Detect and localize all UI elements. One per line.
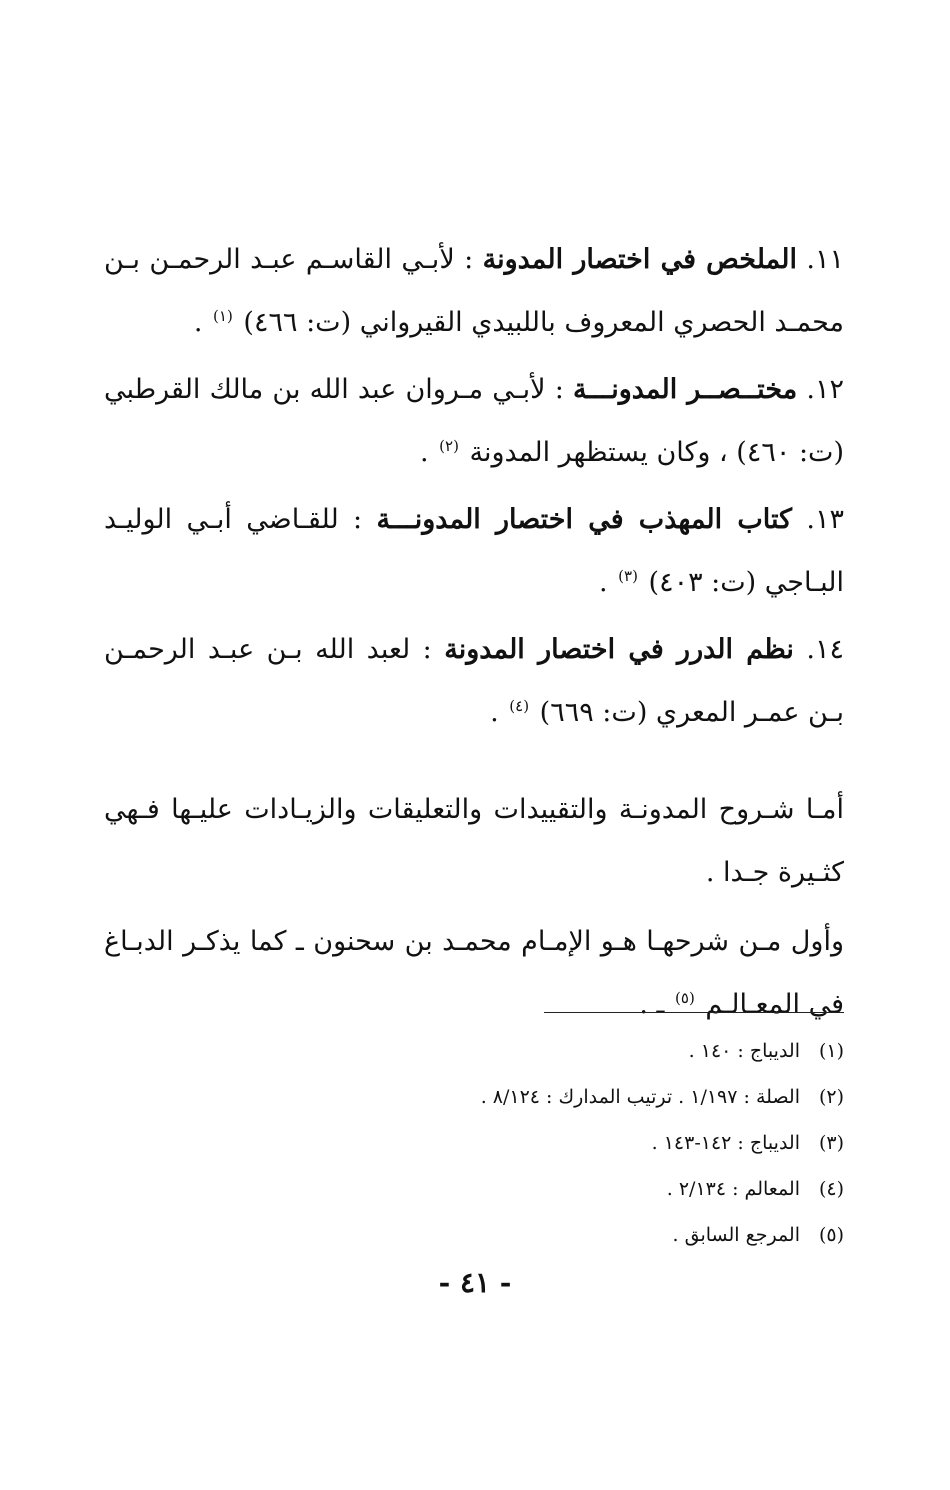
entry-11 — [104, 228, 844, 354]
footnote-number: (٣) — [818, 1132, 844, 1154]
entry-13 — [104, 488, 844, 614]
entry-title: الملخص في اختصار المدونة — [482, 244, 797, 275]
entry-end: . — [598, 567, 608, 598]
entry-end: . — [419, 437, 429, 468]
page-number: - ٤١ - — [438, 1266, 512, 1299]
entry-end: . — [193, 307, 203, 338]
footnote-ref[interactable]: (١) — [213, 307, 233, 325]
entry-title: مختــصــر المدونـــة — [572, 374, 798, 405]
entry-end: . — [490, 697, 499, 728]
footnote-text: الديباج : ١٤٠ . — [688, 1040, 800, 1062]
footnote-text: المرجع السابق . — [672, 1224, 800, 1246]
footnote-item — [104, 1028, 844, 1074]
entries-list — [104, 228, 844, 748]
footnote-ref[interactable]: (٤) — [509, 697, 530, 715]
footnote-number: (٤) — [818, 1178, 844, 1200]
entry-number: ١٣. — [806, 504, 844, 535]
footnote-text: الديباج : ١٤٢-١٤٣ . — [651, 1132, 800, 1154]
entry-text: : لأبـي مـروان عبد الله بن مالك القرطبي (ت: ٤٦٠) ، وكان يستظهر المدونة — [104, 374, 844, 468]
footnote-ref[interactable]: (٢) — [439, 437, 459, 455]
paragraph-text: وأول مـن شرحهـا هـو الإمـام محمـد بن سحنون ـ كما يذكـر الدبـاغ في المعـالـم — [104, 926, 844, 1020]
entry-text: : لعبد الله بـن عبـد الرحمـن بـن عمـر المعري (ت: ٦٦٩) — [104, 634, 844, 728]
footnote-item — [104, 1212, 844, 1258]
footnotes-list — [104, 1028, 844, 1258]
paragraph-commentaries — [104, 778, 844, 904]
footnote-item — [104, 1166, 844, 1212]
entry-12 — [104, 358, 844, 484]
footnote-number: (٢) — [818, 1086, 844, 1108]
paragraph-text: أمـا شـروح المدونـة والتقييدات والتعليقات والزيـادات عليـها فـهي كثـيرة جـدا . — [104, 794, 844, 888]
footnote-number: (١) — [818, 1040, 844, 1062]
footnote-separator — [544, 1012, 844, 1013]
footnote-text: المعالم : ٢/١٣٤ . — [666, 1178, 800, 1200]
footnote-ref[interactable]: (٥) — [675, 989, 695, 1007]
footnote-item — [104, 1120, 844, 1166]
entry-14 — [104, 618, 844, 744]
entry-text: : لأبـي القاسـم عبـد الرحمـن بـن محمـد الحصري المعروف باللبيدي القيرواني (ت: ٤٦٦) — [104, 244, 844, 338]
entry-text: : للقـاضي أبـي الوليـد البـاجي (ت: ٤٠٣) — [104, 504, 844, 598]
footnote-item — [104, 1074, 844, 1120]
entry-number: ١٤. — [806, 634, 845, 665]
entry-title: نظم الدرر في اختصار المدونة — [444, 634, 794, 665]
footnote-number: (٥) — [818, 1224, 844, 1246]
paragraph-first-commentator — [104, 910, 844, 1036]
paragraph-end: ـ . — [639, 989, 665, 1020]
entry-number: ١٢. — [806, 374, 844, 405]
body-paragraphs — [104, 778, 844, 1042]
footnote-text: الصلة : ١/١٩٧ . ترتيب المدارك : ٨/١٢٤ . — [480, 1086, 800, 1108]
entry-number: ١١. — [806, 244, 844, 275]
footnote-ref[interactable]: (٣) — [618, 567, 638, 585]
entry-title: كتاب المهذب في اختصار المدونـــة — [376, 504, 792, 535]
